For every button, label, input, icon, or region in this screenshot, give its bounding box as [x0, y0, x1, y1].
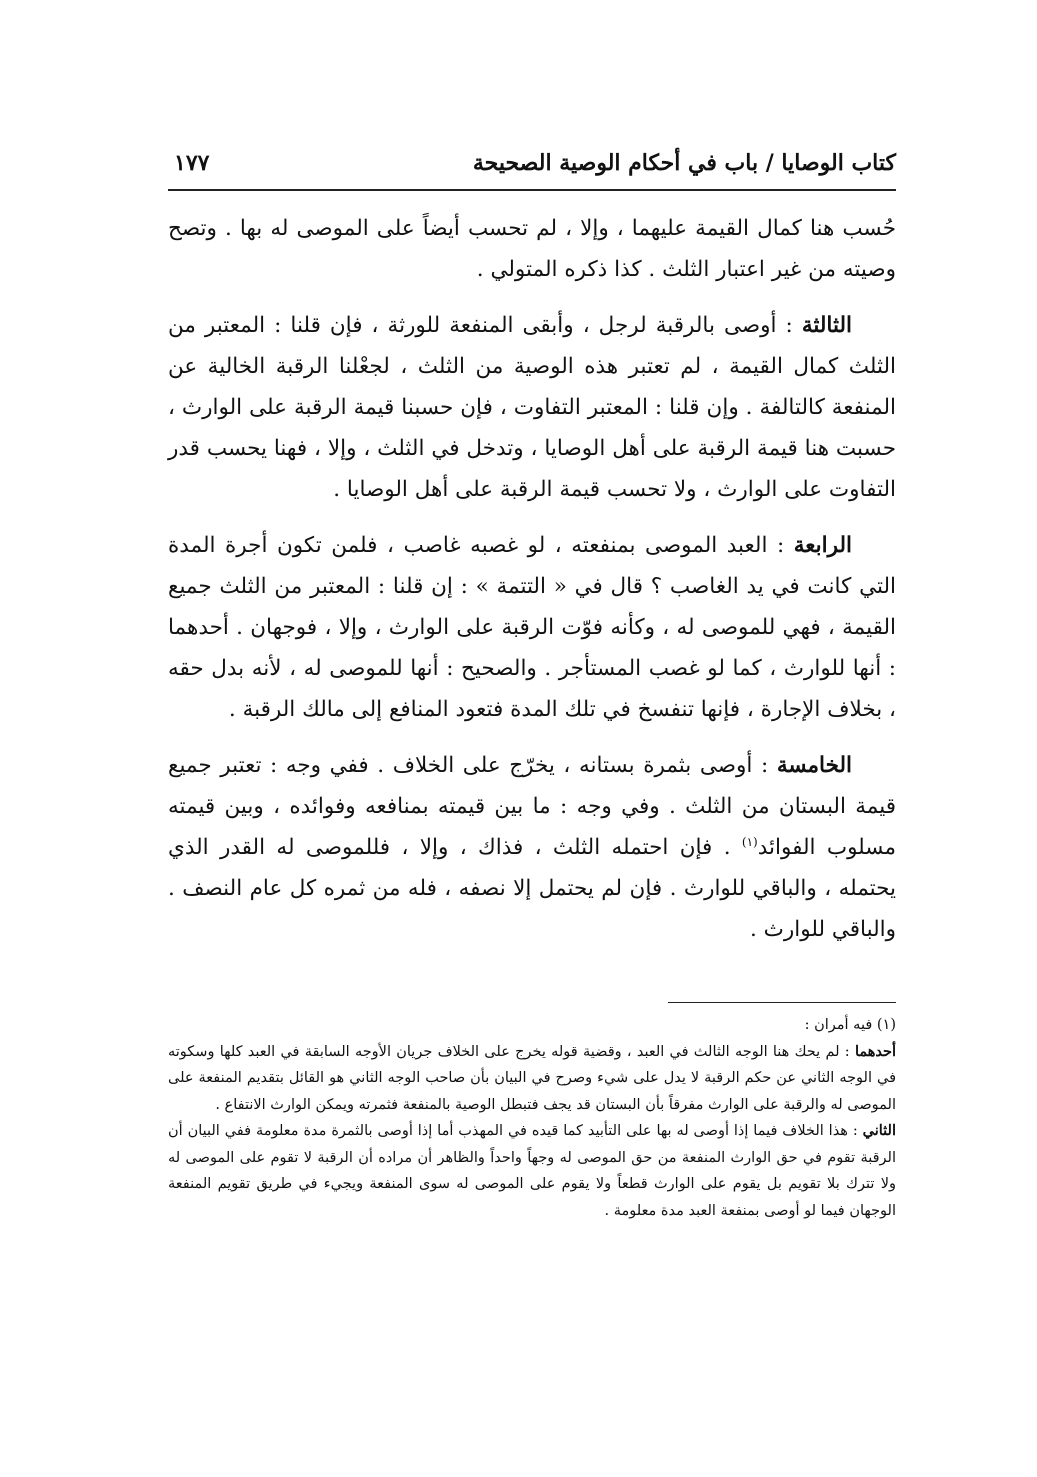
footnote-item-label: الثاني — [862, 1122, 896, 1139]
footnote-item-text: : لم يحك هنا الوجه الثالث في العبد ، وقضية قوله يخرج على الخلاف جريان الأوجه السابقة في العبد كلها وسكوته في الوجه الثاني عن حكم الرقبة لا يدل على شيء وصرح في البيان بأن صاحب الوجه الثاني هو القائل بتقديم المنفعة على الموصى له والرقبة على الوارث مفرقاً بأن البستان قد يجف فتبطل الوصية بالمنفعة فثمرته ويمكن الوارث الانتفاع . — [168, 1043, 896, 1113]
paragraph-lead-word: الثالثة — [801, 313, 852, 338]
footnote-item-label: أحدهما — [854, 1042, 896, 1060]
paragraph-lead-word: الرابعة — [793, 533, 852, 558]
paragraph-third — [168, 305, 896, 510]
page-number: ١٧٧ — [174, 150, 210, 176]
footnote-item-first — [168, 1039, 896, 1119]
paragraph-text: . فإن احتمله الثلث ، فذاك ، وإلا ، فللموصى له القدر الذي يحتمله ، والباقي للوارث . فإن لم يحتمل إلا نصفه ، فله من ثمره كل عام النصف . والباقي للوارث . — [168, 835, 896, 942]
paragraph-text: : أوصى بالرقبة لرجل ، وأبقى المنفعة للورثة ، فإن قلنا : المعتبر من الثلث كمال القيمة ، لم تعتبر هذه الوصية من الثلث ، لجعْلنا الرقبة الخالية عن المنفعة كالتالفة . وإن قلنا : المعتبر التفاوت ، فإن حسبنا قيمة الرقبة على الوارث ، حسبت هنا قيمة الرقبة على أهل الوصايا ، وتدخل في الثلث ، وإلا ، فهنا يحسب قدر التفاوت على الوارث ، ولا تحسب قيمة الرقبة على أهل الوصايا . — [168, 313, 896, 502]
main-text — [168, 208, 896, 965]
footnotes — [168, 1012, 896, 1224]
footnote-item-text: : هذا الخلاف فيما إذا أوصى له بها على التأبيد كما قيده في المهذب أما إذا أوصى بالثمرة مدة معلومة ففي البيان أن الرقبة تقوم في حق الوارث المنفعة من حق الموصى له وجهاً واحداً والظاهر أن مراده أن الرقبة لا تقوم على الموصى له ولا تترك بلا تقويم بل يقوم على الوارث قطعاً ولا يقوم على الموصى له سوى المنفعة ويجيء في طريق تقويم المنفعة الوجهان فيما لو أوصى بمنفعة العبد مدة معلومة . — [168, 1123, 896, 1219]
paragraph-fifth — [168, 745, 896, 950]
footnote-item-second — [168, 1118, 896, 1224]
paragraph-text: : العبد الموصى بمنفعته ، لو غصبه غاصب ، فلمن تكون أجرة المدة التي كانت في يد الغاصب ؟ قال في « التتمة » : إن قلنا : المعتبر من الثلث جميع القيمة ، فهي للموصى له ، وكأنه فوّت الرقبة على الوارث ، وإلا ، فوجهان . أحدهما : أنها للوارث ، كما لو غصب المستأجر . والصحيح : أنها للموصى له ، لأنه بدل حقه ، بخلاف الإجارة ، فإنها تنفسخ في تلك المدة فتعود المنافع إلى مالك الرقبة . — [168, 533, 896, 722]
running-title: كتاب الوصايا / باب في أحكام الوصية الصحيحة — [472, 150, 896, 176]
paragraph-fourth — [168, 525, 896, 730]
footnote-intro: (١) فيه أمران : — [804, 1017, 896, 1033]
header-rule — [168, 189, 896, 191]
page-header — [168, 150, 896, 188]
footnote-reference[interactable]: (١) — [741, 834, 758, 849]
paragraph-text: : أوصى بثمرة بستانه ، يخرّج على الخلاف . ففي وجه : تعتبر جميع قيمة البستان من الثلث . وفي وجه : ما بين قيمته بمنافعه وفوائده ، وبين قيمته مسلوب الفوائد — [168, 753, 896, 860]
paragraph-continuation: حُسب هنا كمال القيمة عليهما ، وإلا ، لم تحسب أيضاً على الموصى له بها . وتصح وصيته من غير اعتبار الثلث . كذا ذكره المتولي . — [168, 216, 896, 282]
footnote-rule — [668, 1002, 896, 1003]
paragraph-lead-word: الخامسة — [776, 753, 852, 778]
